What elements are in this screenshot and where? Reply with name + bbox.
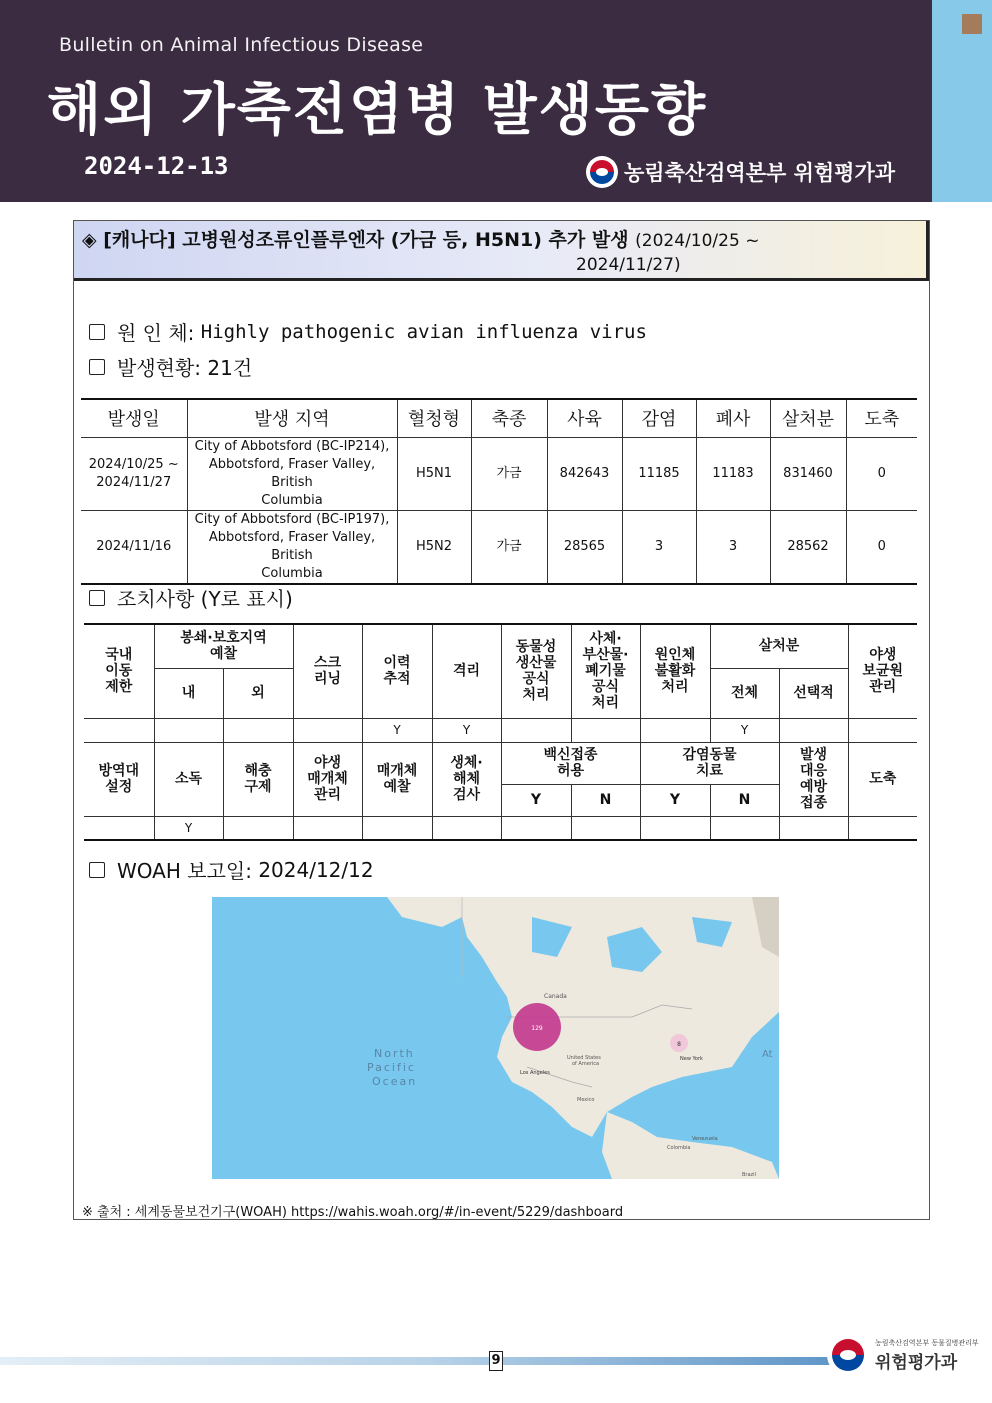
hdr-carcass: 사체· 부산물· 폐기물 공식 처리 [571,624,640,718]
val-disinfection: Y [154,816,223,840]
val-carcass [571,718,640,742]
cell-infected: 11185 [622,437,696,510]
table-row [81,437,917,510]
map-label-ocean-3: Ocean [372,1075,418,1088]
taegeuk-emblem-icon [827,1334,869,1376]
cell-dead: 3 [696,510,770,584]
pathogen-value: Highly pathogenic avian influenza virus [200,320,647,343]
hdr-tracing: 이력 추적 [362,624,432,718]
map-label-mexico: Mexico [577,1097,595,1103]
val-slaughter [848,816,917,840]
org-logo [586,156,895,188]
col-dead: 폐사 [696,399,770,437]
cell-raised: 842643 [547,437,622,510]
col-raised: 사육 [547,399,622,437]
cell-species: 가금 [471,437,547,510]
status-line [89,352,252,381]
report-line [89,855,374,884]
hdr-prevention: 발생 대응 예방 접종 [779,742,848,816]
map-label-ocean-1: North [374,1047,415,1060]
map-cluster-east-count: 8 [677,1041,681,1048]
cell-slaughtered: 0 [846,437,917,510]
col-infected: 감염 [622,399,696,437]
outbreak-map [212,897,779,1179]
val-screening [293,718,362,742]
checkbox-icon [89,324,105,340]
issue-date: 2024-12-13 [84,152,229,180]
measures-table [84,623,917,841]
hdr-treat-yes: Y [640,784,710,816]
page-number: 9 [489,1351,503,1371]
cell-infected: 3 [622,510,696,584]
col-slaughtered: 도축 [846,399,917,437]
footer-org-small: 농림축산검역본부 동물질병관리부 [875,1338,979,1347]
hdr-zone: 봉쇄·보호지역 예찰 [154,624,293,668]
org-name: 농림축산검역본부 위험평가과 [624,161,896,185]
outbreak-section [73,220,930,1220]
cell-date: 2024/11/16 [81,510,187,584]
hdr-zone-out: 외 [223,668,293,718]
hdr-cull-selective: 선택적 [779,668,848,718]
map-label-usa-2: of America [572,1061,600,1067]
side-accent-square [962,14,982,34]
hdr-disinfection: 소독 [154,742,223,816]
cell-culled: 831460 [770,437,846,510]
page-header [0,0,932,202]
val-cull-all: Y [710,718,779,742]
hdr-products: 동물성 생산물 공식 처리 [501,624,571,718]
checkbox-icon [89,359,105,375]
cell-serotype: H5N2 [397,510,471,584]
val-vac-yes [501,816,571,840]
hdr-quarantine: 격리 [432,624,501,718]
val-wildlife-reservoir [848,718,917,742]
measures-value-row [84,718,917,742]
page-title: 해외 가축전염병 발생동향 [47,78,708,143]
measures-label: 조치사항 (Y로 표시) [117,587,293,611]
hdr-treatment: 감염동물 치료 [640,742,779,784]
footer-logo [827,1334,979,1376]
section-title: ◈ [캐나다] 고병원성조류인플루엔자 (가금 등, H5N1) 추가 발생 [82,229,629,251]
hdr-inactivation: 원인체 불활화 처리 [640,624,710,718]
val-vector-control [223,816,293,840]
val-treat-yes [640,816,710,840]
val-products [501,718,571,742]
pathogen-line [89,317,647,346]
map-label-atlantic: At [762,1049,773,1060]
val-testing [432,816,501,840]
map-label-ocean-2: Pacific [367,1061,416,1074]
val-inactivation [640,718,710,742]
val-zone-in [154,718,223,742]
map-graphic [212,897,779,1179]
hdr-culling: 살처분 [710,624,848,668]
taegeuk-emblem-icon [586,156,618,188]
cell-dead: 11183 [696,437,770,510]
hdr-vector-surveillance: 매개체 예찰 [362,742,432,816]
hdr-screening: 스크 리닝 [293,624,362,718]
checkbox-icon [89,862,105,878]
period-start: (2024/10/25 ~ [635,231,760,251]
measures-header-row [84,624,917,668]
cell-culled: 28562 [770,510,846,584]
measures-value-row-2 [84,816,917,840]
hdr-cull-all: 전체 [710,668,779,718]
report-label: WOAH 보고일: [117,859,252,883]
cell-slaughtered: 0 [846,510,917,584]
table-row [81,510,917,584]
map-label-usa-1: United States [567,1055,601,1061]
hdr-movement: 국내 이동 제한 [84,624,154,718]
source-note: ※ 출처 : 세계동물보건기구(WOAH) https://wahis.woah.org/#/in-event/5229/dashboard [82,1205,624,1220]
status-label: 발생현황: [117,356,202,380]
val-quarantine: Y [432,718,501,742]
measures-line [89,583,293,612]
hdr-wild-vector: 야생 매개체 관리 [293,742,362,816]
measures-header-row-2 [84,742,917,784]
occurrence-table [81,398,917,585]
map-label-los-angeles: Los Angeles [520,1070,550,1076]
pathogen-label: 원 인 체: [117,321,195,345]
cell-date: 2024/10/25 ~ 2024/11/27 [81,437,187,510]
val-prevention [779,816,848,840]
map-label-brazil: Brazil [742,1172,756,1178]
val-wild-vector [293,816,362,840]
cell-location: City of Abbotsford (BC-IP197), Abbotsford, Fraser Valley, British Columbia [187,510,397,584]
col-species: 축종 [471,399,547,437]
map-label-canada: Canada [544,993,567,1000]
table-header-row [81,399,917,437]
bulletin-subtitle: Bulletin on Animal Infectious Disease [59,34,424,56]
hdr-zone-in: 내 [154,668,223,718]
hdr-vac-no: N [571,784,640,816]
col-serotype: 혈청형 [397,399,471,437]
footer-line [0,1357,850,1365]
cell-serotype: H5N1 [397,437,471,510]
val-vac-no [571,816,640,840]
col-date: 발생일 [81,399,187,437]
map-label-venezuela: Venezuela [692,1136,718,1142]
val-zone-out [223,718,293,742]
hdr-testing: 생체· 해체 검사 [432,742,501,816]
map-label-colombia: Colombia [667,1145,691,1151]
col-culled: 살처분 [770,399,846,437]
val-vector-surveillance [362,816,432,840]
cell-location: City of Abbotsford (BC-IP214), Abbotsford, Fraser Valley, British Columbia [187,437,397,510]
col-location: 발생 지역 [187,399,397,437]
cell-species: 가금 [471,510,547,584]
val-treat-no [710,816,779,840]
report-date: 2024/12/12 [258,857,374,882]
status-value: 21건 [207,356,253,380]
hdr-vaccination: 백신접종 허용 [501,742,640,784]
map-cluster-west-count: 129 [531,1025,543,1032]
cell-raised: 28565 [547,510,622,584]
section-heading [74,221,929,281]
val-cull-selective [779,718,848,742]
hdr-zoning: 방역대 설정 [84,742,154,816]
val-zoning [84,816,154,840]
hdr-slaughter: 도축 [848,742,917,816]
footer-org-big: 위험평가과 [875,1352,958,1373]
hdr-vac-yes: Y [501,784,571,816]
checkbox-icon [89,590,105,606]
hdr-wildlife-reservoir: 야생 보균원 관리 [848,624,917,718]
val-tracing: Y [362,718,432,742]
hdr-vector-control: 해충 구제 [223,742,293,816]
period-end: 2024/11/27) [576,255,681,275]
map-label-new-york: New York [680,1056,703,1062]
val-movement [84,718,154,742]
hdr-treat-no: N [710,784,779,816]
